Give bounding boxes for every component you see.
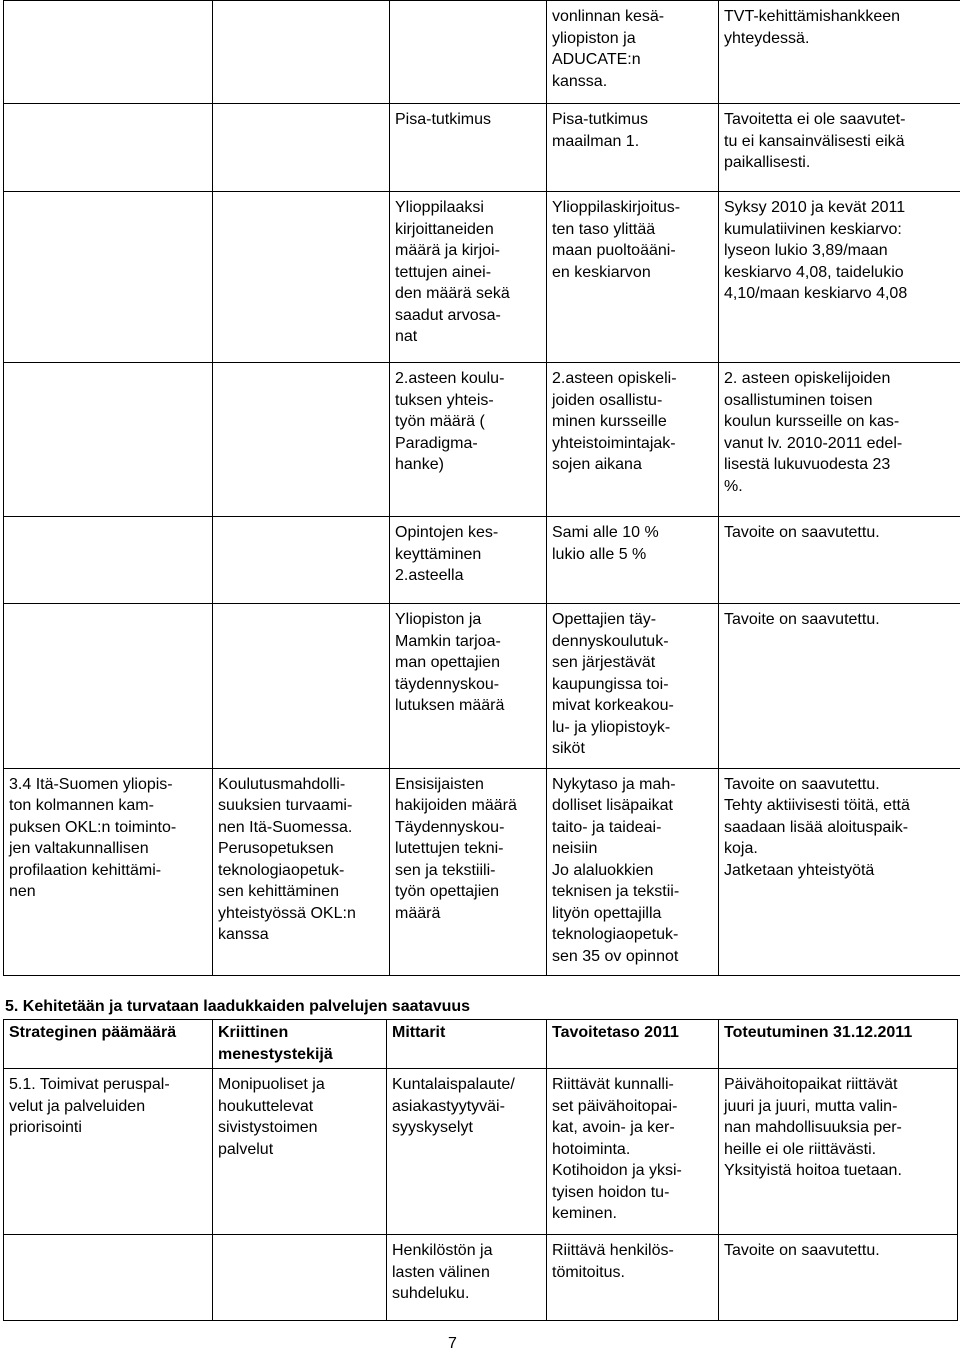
cell-target: Riittävät kunnalli- set päivähoitopai- kat, avoin- ja ker- hotoiminta. Kotihoidon ja yksi- tyisen hoidon tu- keminen. bbox=[547, 1069, 719, 1235]
cell-target: Pisa-tutkimus maailman 1. bbox=[547, 104, 719, 192]
header-metrics: Mittarit bbox=[387, 1020, 547, 1069]
cell-strategic-goal bbox=[4, 192, 213, 363]
cell-critical-factor bbox=[213, 604, 390, 769]
cell-realization: Tavoite on saavutettu. Tehty aktiivisesti töitä, että saadaan lisää aloituspaik- koja. Jatketaan yhteistyötä bbox=[719, 768, 960, 976]
cell-critical-factor bbox=[213, 517, 390, 604]
cell-strategic-goal bbox=[4, 517, 213, 604]
cell-metric: Pisa-tutkimus bbox=[390, 104, 547, 192]
header-strategic-goal: Strateginen päämäärä bbox=[4, 1020, 213, 1069]
cell-metric: 2.asteen koulu- tuksen yhteis- työn määrä ( Paradigma- hanke) bbox=[390, 363, 547, 517]
header-critical-factor: Kriittinen menestystekijä bbox=[213, 1020, 387, 1069]
cell-strategic-goal bbox=[4, 1, 213, 104]
cell-target: vonlinnan kesä- yliopiston ja ADUCATE:n kanssa. bbox=[547, 1, 719, 104]
cell-metric: Ylioppilaaksi kirjoittaneiden määrä ja kirjoi- tettujen ainei- den määrä sekä saadut arvosa- nat bbox=[390, 192, 547, 363]
cell-realization: Syksy 2010 ja kevät 2011 kumulatiivinen keskiarvo: lyseon lukio 3,89/maan keskiarvo 4,08, taidelukio 4,10/maan keskiarvo 4,08 bbox=[719, 192, 960, 363]
cell-critical-factor bbox=[213, 1235, 387, 1321]
services-table bbox=[3, 1019, 958, 1321]
cell-metric: Yliopiston ja Mamkin tarjoa- man opettajien täydennyskou- lutuksen määrä bbox=[390, 604, 547, 769]
cell-metric: Kuntalaispalaute/ asiakastyytyväi- syyskyselyt bbox=[387, 1069, 547, 1235]
table-row bbox=[4, 517, 960, 604]
cell-critical-factor bbox=[213, 363, 390, 517]
cell-strategic-goal bbox=[4, 363, 213, 517]
cell-critical-factor bbox=[213, 192, 390, 363]
page-number: 7 bbox=[448, 1335, 457, 1352]
table-row bbox=[4, 604, 960, 769]
cell-realization: Päivähoitopaikat riittävät juuri ja juuri, mutta valin- nan mahdollisuuksia per- heille ei ole riittävästi. Yksityistä hoitoa tuetaan. bbox=[719, 1069, 958, 1235]
cell-strategic-goal bbox=[4, 104, 213, 192]
table-row bbox=[4, 1235, 958, 1321]
cell-target: Opettajien täy- dennyskoulutuk- sen järjestävät kaupungissa toi- mivat korkeakou- lu- ja yliopistoyk- siköt bbox=[547, 604, 719, 769]
cell-realization: Tavoite on saavutettu. bbox=[719, 517, 960, 604]
cell-strategic-goal: 3.4 Itä-Suomen yliopis- ton kolmannen kam- puksen OKL:n toiminto- jen valtakunnallisen profilaation kehittämi- nen bbox=[4, 768, 213, 976]
cell-strategic-goal: 5.1. Toimivat peruspal- velut ja palveluiden priorisointi bbox=[4, 1069, 213, 1235]
cell-target: 2.asteen opiskeli- joiden osallistu- minen kursseille yhteistoimintajak- sojen aikana bbox=[547, 363, 719, 517]
cell-realization: Tavoitetta ei ole saavutet- tu ei kansainvälisesti eikä paikallisesti. bbox=[719, 104, 960, 192]
table-row bbox=[4, 192, 960, 363]
table-row bbox=[4, 104, 960, 192]
table-row bbox=[4, 363, 960, 517]
table-header-row bbox=[4, 1020, 958, 1069]
cell-critical-factor: Koulutusmahdolli- suuksien turvaami- nen Itä-Suomessa. Perusopetuksen teknologiaopetuk- sen kehittäminen yhteistyössä OKL:n kanssa bbox=[213, 768, 390, 976]
cell-realization: 2. asteen opiskelijoiden osallistuminen toisen koulun kursseille on kas- vanut lv. 2010-2011 edel- lisestä lukuvuodesta 23 %. bbox=[719, 363, 960, 517]
section-heading: 5. Kehitetään ja turvataan laadukkaiden palvelujen saatavuus bbox=[5, 998, 471, 1015]
cell-realization: TVT-kehittämishankkeen yhteydessä. bbox=[719, 1, 960, 104]
cell-strategic-goal bbox=[4, 1235, 213, 1321]
cell-metric: Opintojen kes- keyttäminen 2.asteella bbox=[390, 517, 547, 604]
cell-target: Riittävä henkilös- tömitoitus. bbox=[547, 1235, 719, 1321]
header-target-2011: Tavoitetaso 2011 bbox=[547, 1020, 719, 1069]
cell-metric bbox=[390, 1, 547, 104]
table-row bbox=[4, 1069, 958, 1235]
table-row bbox=[4, 1, 960, 104]
header-realization: Toteutuminen 31.12.2011 bbox=[719, 1020, 958, 1069]
cell-target: Sami alle 10 % lukio alle 5 % bbox=[547, 517, 719, 604]
cell-metric: Ensisijaisten hakijoiden määrä Täydennyskou- lutettujen tekni- sen ja tekstiili- työn opettajien määrä bbox=[390, 768, 547, 976]
cell-realization: Tavoite on saavutettu. bbox=[719, 1235, 958, 1321]
measures-table-continued bbox=[3, 0, 960, 976]
cell-strategic-goal bbox=[4, 604, 213, 769]
cell-critical-factor bbox=[213, 1, 390, 104]
cell-metric: Henkilöstön ja lasten välinen suhdeluku. bbox=[387, 1235, 547, 1321]
cell-critical-factor bbox=[213, 104, 390, 192]
cell-target: Nykytaso ja mah- dolliset lisäpaikat taito- ja taideai- neisiin Jo alaluokkien teknisen ja tekstii- lityön opettajilla teknologiaopetuk- sen 35 ov opinnot bbox=[547, 768, 719, 976]
cell-realization: Tavoite on saavutettu. bbox=[719, 604, 960, 769]
cell-target: Ylioppilaskirjoitus- ten taso ylittää maan puoltoääni- en keskiarvon bbox=[547, 192, 719, 363]
table-row bbox=[4, 768, 960, 976]
cell-critical-factor: Monipuoliset ja houkuttelevat sivistystoimen palvelut bbox=[213, 1069, 387, 1235]
